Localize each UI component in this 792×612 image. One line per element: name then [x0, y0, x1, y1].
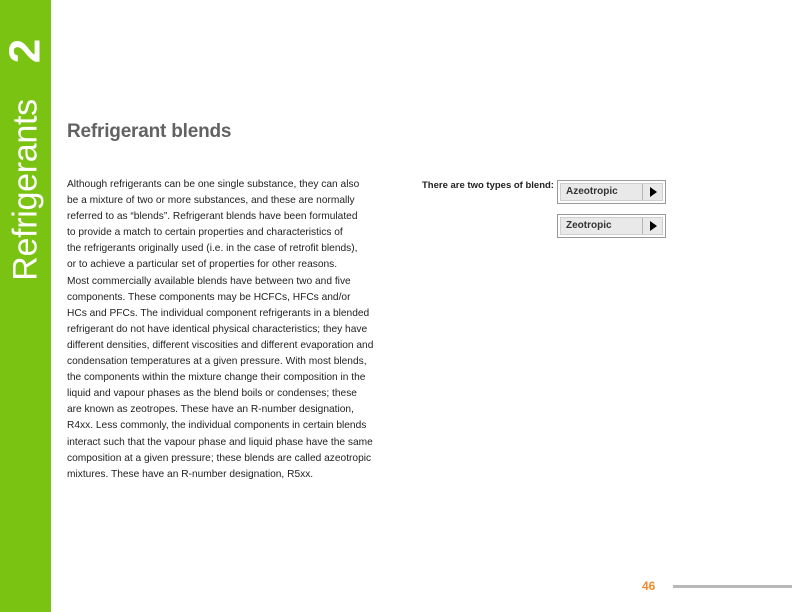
- body-paragraph: [67, 177, 412, 483]
- body-line: Most commercially available blends have between two and five: [67, 275, 351, 287]
- body-line: R4xx. Less commonly, the individual components in certain blends: [67, 420, 367, 432]
- chapter-sidebar: [0, 0, 51, 612]
- footer-rule: [673, 585, 792, 588]
- play-arrow-icon: [650, 187, 657, 197]
- blend-types-intro: There are two types of blend:: [422, 180, 554, 191]
- page-number: 46: [642, 579, 656, 593]
- chapter-title: Refrigerants: [6, 99, 45, 281]
- body-line: refrigerant do not have identical physical characteristics; they have: [67, 323, 368, 335]
- body-line: be a mixture of two or more substances, and these are normally: [67, 195, 355, 207]
- azeotropic-button[interactable]: [557, 180, 666, 204]
- body-line: or to achieve a particular set of properties for other reasons.: [67, 259, 338, 271]
- play-arrow-icon: [650, 221, 657, 231]
- body-line: liquid and vapour phases as the blend boils or condenses; these: [67, 388, 357, 400]
- zeotropic-button-face: [560, 217, 663, 235]
- azeotropic-button-label: Azeotropic: [566, 186, 618, 197]
- body-line: condensation temperatures at a given pressure. With most blends,: [67, 356, 367, 368]
- body-line: the components within the mixture change their composition in the: [67, 372, 366, 384]
- button-divider: [642, 184, 643, 200]
- body-line: different densities, different viscosities and different evaporation and: [67, 339, 374, 351]
- body-line: Although refrigerants can be one single substance, they can also: [67, 179, 360, 190]
- body-line: HCs and PFCs. The individual component refrigerants in a blended: [67, 307, 370, 319]
- body-line: mixtures. These have an R-number designation, R5xx.: [67, 468, 314, 480]
- body-line: composition at a given pressure; these blends are called azeotropic: [67, 452, 372, 464]
- chapter-number: 2: [0, 38, 50, 64]
- azeotropic-button-face: [560, 183, 663, 201]
- body-line: interact such that the vapour phase and liquid phase have the same: [67, 436, 373, 448]
- body-line: the refrigerants originally used (i.e. in the case of retrofit blends),: [67, 243, 358, 255]
- body-line: components. These components may be HCFCs, HFCs and/or: [67, 291, 351, 303]
- body-line: are known as zeotropes. These have an R-number designation,: [67, 404, 354, 416]
- body-line: to provide a match to certain properties and characteristics of: [67, 227, 343, 239]
- zeotropic-button-label: Zeotropic: [566, 220, 612, 231]
- button-divider: [642, 218, 643, 234]
- page-title: Refrigerant blends: [67, 121, 232, 142]
- body-line: referred to as “blends”. Refrigerant blends have been formulated: [67, 211, 358, 223]
- zeotropic-button[interactable]: [557, 214, 666, 238]
